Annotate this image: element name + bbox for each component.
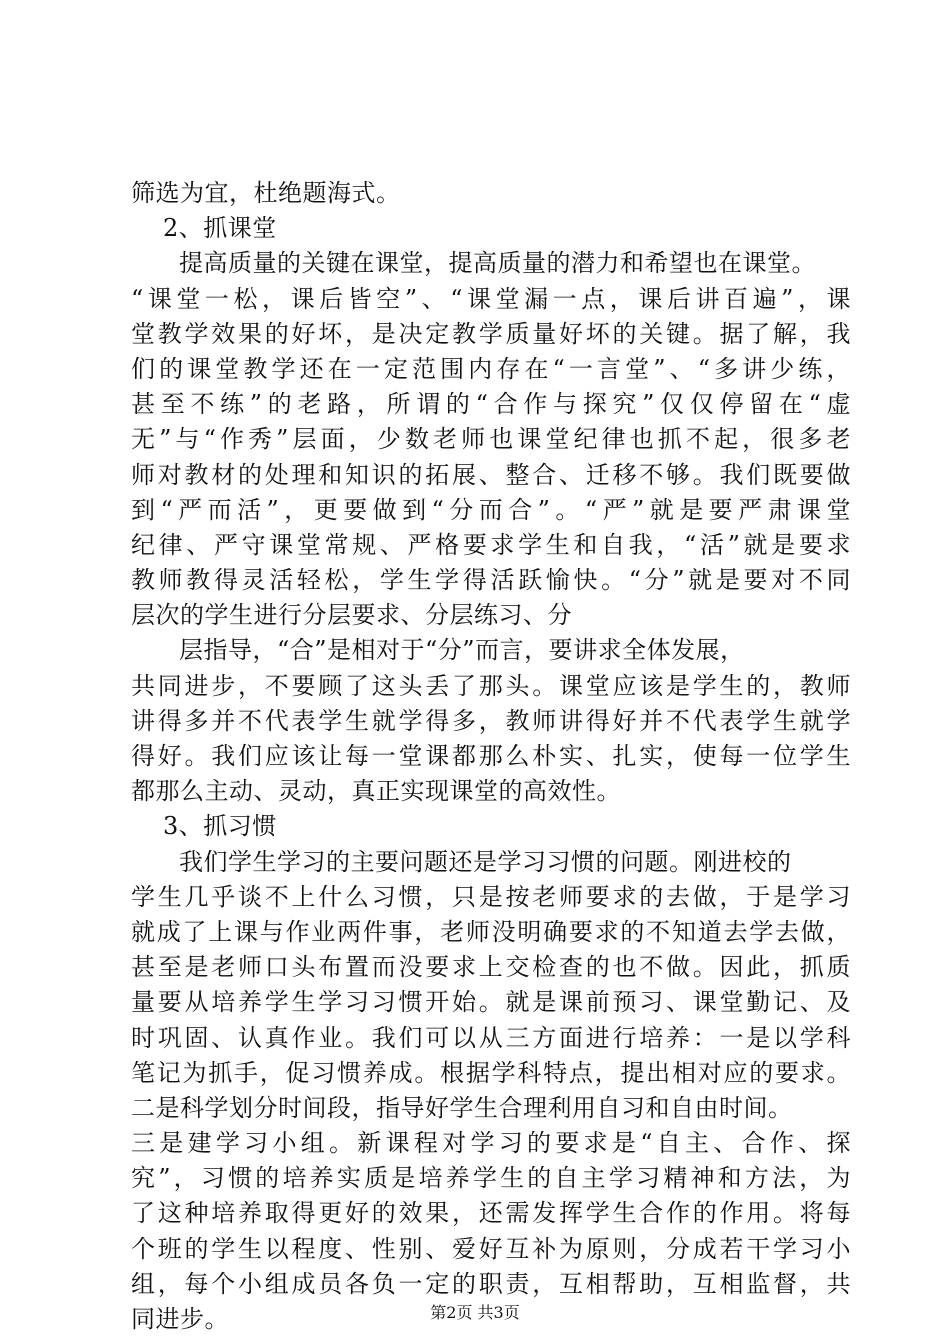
text-line: 层次的学生进行分层要求、分层练习、分 xyxy=(131,601,572,630)
text-line: 二是科学划分时间段，指导好学生合理利用自习和自由时间。 xyxy=(131,1093,793,1122)
text-line: 学生几乎谈不上什么习惯，只是按老师要求的去做，于是学习 xyxy=(131,882,851,911)
text-line: 都那么主动、灵动，真正实现课堂的高效性。 xyxy=(131,777,621,806)
section-heading-2: 2、抓课堂 xyxy=(163,214,277,243)
document-body xyxy=(131,176,851,1337)
text-line: 同进步。 xyxy=(131,1305,229,1333)
text-line: 了这种培养取得更好的效果，还需发挥学生合作的作用。将每 xyxy=(131,1199,851,1228)
text-line: 量要从培养学生学习习惯开始。就是课前预习、课堂勤记、及 xyxy=(131,988,851,1017)
text-line: 甚至不练”的老路，所谓的“合作与探究”仅仅停留在“虚 xyxy=(131,390,851,419)
text-line: 得好。我们应该让每一堂课都那么朴实、扎实，使每一位学生 xyxy=(131,742,851,770)
text-line: 们的课堂教学还在一定范围内存在“一言堂”、“多讲少练， xyxy=(131,354,851,383)
section-heading-3: 3、抓习惯 xyxy=(163,812,277,841)
text-line: 到“严而活”，更要做到“分而合”。“严”就是要严肃课堂 xyxy=(131,495,851,524)
text-line: 教师教得灵活轻松，学生学得活跃愉快。“分”就是要对不同 xyxy=(131,566,851,595)
text-line: 组，每个小组成员各负一定的职责，互相帮助，互相监督，共 xyxy=(131,1269,851,1298)
text-line: 个班的学生以程度、性别、爱好互补为原则，分成若干学习小 xyxy=(131,1234,851,1263)
text-line: 无”与“作秀”层面，少数老师也课堂纪律也抓不起，很多老 xyxy=(131,425,851,454)
text-line: 师对教材的处理和知识的拓展、整合、迁移不够。我们既要做 xyxy=(131,460,851,489)
text-line: 就成了上课与作业两件事，老师没明确要求的不知道去学去做， xyxy=(131,917,851,946)
text-line: 究”，习惯的培养实质是培养学生的自主学习精神和方法，为 xyxy=(131,1164,851,1193)
text-line: 堂教学效果的好坏，是决定教学质量好坏的关键。据了解，我 xyxy=(131,319,851,348)
text-line: 我们学生学习的主要问题还是学习习惯的问题。刚进校的 xyxy=(179,847,792,876)
text-line: 纪律、严守课堂常规、严格要求学生和自我，“活”就是要求 xyxy=(131,530,851,559)
page-footer xyxy=(0,1303,950,1323)
text-line: 时巩固、认真作业。我们可以从三方面进行培养：一是以学科 xyxy=(131,1023,851,1052)
text-line: 三是建学习小组。新课程对学习的要求是“自主、合作、探 xyxy=(131,1129,851,1158)
text-line: 筛选为宜，杜绝题海式。 xyxy=(131,179,401,207)
text-line: 共同进步，不要顾了这头丢了那头。课堂应该是学生的，教师 xyxy=(131,671,851,700)
page-number: 第2页 共3页 xyxy=(430,1303,520,1322)
text-line: 笔记为抓手，促习惯养成。根据学科特点，提出相对应的要求。 xyxy=(131,1058,851,1087)
text-line: “课堂一松，课后皆空”、“课堂漏一点，课后讲百遍”，课 xyxy=(131,284,851,313)
text-line: 讲得多并不代表学生就学得多，教师讲得好并不代表学生就学 xyxy=(131,706,851,735)
text-line: 甚至是老师口头布置而没要求上交检查的也不做。因此，抓质 xyxy=(131,953,851,982)
text-line: 提高质量的关键在课堂，提高质量的潜力和希望也在课堂。 xyxy=(179,249,816,278)
text-line: 层指导，“合”是相对于“分”而言，要讲求全体发展， xyxy=(179,636,745,665)
